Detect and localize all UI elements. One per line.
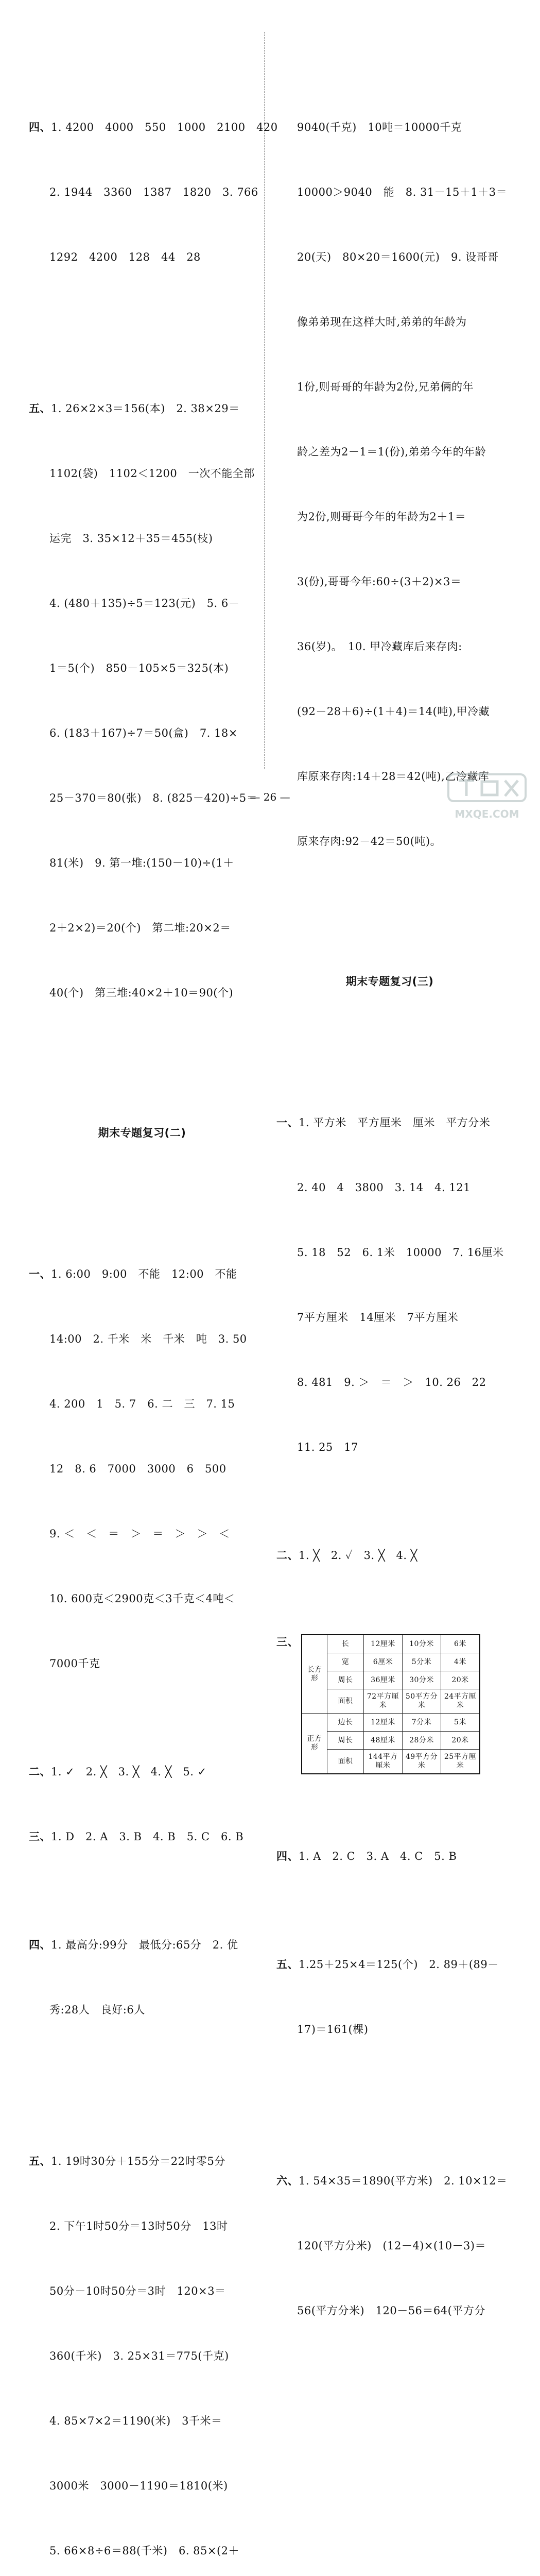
answer-line: 3000米 3000－1190＝1810(米) — [49, 2480, 228, 2492]
answer-line: 1292 4200 128 44 28 — [49, 251, 201, 263]
table-row — [302, 1714, 480, 1732]
answer-line: 1. 平方米 平方厘米 厘米 平方分米 — [299, 1116, 491, 1129]
answer-line: 1份,则哥哥的年龄为2份,兄弟俩的年 — [297, 381, 474, 393]
table-row — [302, 1689, 480, 1714]
answer-line: 9040(千克) 10吨＝10000千克 — [297, 121, 462, 133]
answer-line: 5. 66×8÷6＝88(千米) 6. 85×(2＋ — [49, 2545, 240, 2557]
value-cell: 7分米 — [403, 1714, 441, 1732]
answer-line: 20(天) 80×20＝1600(元) 9. 设哥哥 — [297, 251, 499, 263]
answer-line: 50分－10时50分＝3时 120×3＝ — [49, 2285, 226, 2297]
page-number: — 26 — — [250, 791, 290, 803]
value-cell: 49平方分米 — [403, 1750, 441, 1774]
answer-line: 1. 4200 4000 550 1000 2100 420 — [51, 121, 278, 133]
answer-line: 2. 1944 3360 1387 1820 3. 766 — [49, 186, 258, 198]
attr-cell: 面积 — [327, 1750, 364, 1774]
answer-line: 3(份),哥哥今年:60÷(3＋2)×3＝ — [297, 575, 462, 588]
s3-part-three-block — [276, 1631, 503, 1781]
answer-line: 7000千克 — [49, 1657, 100, 1670]
answer-line: 1. 19时30分＋155分＝22时零5分 — [51, 2155, 225, 2167]
s2-part-one-block — [29, 1220, 255, 1718]
value-cell: 24平方厘米 — [441, 1689, 480, 1714]
answer-line: 4. 85×7×2＝1190(米) 3千米＝ — [49, 2415, 222, 2427]
answer-line: 360(千米) 3. 25×31＝775(千克) — [49, 2350, 229, 2362]
section-title: 期末专题复习(三) — [345, 975, 434, 988]
value-cell: 12厘米 — [364, 1714, 403, 1732]
watermark-logo — [443, 770, 531, 822]
answer-line: 1. D 2. A 3. B 4. B 5. C 6. B — [51, 1831, 244, 1843]
answer-line: 7平方厘米 14厘米 7平方厘米 — [297, 1311, 459, 1324]
table-row — [302, 1653, 480, 1671]
answer-line: 5. 18 52 6. 1米 10000 7. 16厘米 — [297, 1246, 504, 1259]
attr-cell: 长 — [327, 1635, 364, 1653]
column-divider — [264, 32, 265, 769]
attr-cell: 宽 — [327, 1653, 364, 1671]
part-label: 二、 — [276, 1549, 299, 1562]
answer-line: 像弟弟现在这样大时,弟弟的年龄为 — [297, 316, 467, 328]
value-cell: 28分米 — [403, 1732, 441, 1750]
watermark-text: MXQE.COM — [455, 808, 519, 820]
table-row — [302, 1750, 480, 1774]
value-cell: 5分米 — [403, 1653, 441, 1671]
part-label: 五、 — [29, 2155, 51, 2167]
s3-part-five-block — [276, 1910, 503, 2083]
value-cell: 12厘米 — [364, 1635, 403, 1653]
answer-line: (92－28＋6)÷(1＋4)＝14(吨),甲冷藏 — [297, 705, 490, 718]
answer-line: 14:00 2. 千米 米 千米 吨 3. 50 — [49, 1333, 247, 1345]
answer-line: 原来存肉:92－42＝50(吨)。 — [297, 835, 442, 848]
answer-line: 4. (480＋135)÷5＝123(元) 5. 6－ — [49, 597, 240, 609]
answer-line: 1. 最高分:99分 最低分:65分 2. 优 — [51, 1939, 238, 1951]
answer-line: 10000＞9040 能 8. 31－15＋1＋3＝ — [297, 186, 508, 198]
answer-line: 6. (183＋167)÷7＝50(盒) 7. 18× — [49, 727, 238, 739]
value-cell: 36厘米 — [364, 1671, 403, 1689]
shape-label: 长方形 — [302, 1635, 327, 1714]
answer-line: 1. 6:00 9:00 不能 12:00 不能 — [51, 1268, 237, 1280]
answer-line: 秀:28人 良好:6人 — [49, 2004, 145, 2016]
part-five-block — [29, 354, 258, 1047]
answer-line: 2＋2×2)＝20(个) 第二堆:20×2＝ — [49, 922, 231, 934]
value-cell: 5米 — [441, 1714, 480, 1732]
answer-line: 1102(袋) 1102＜1200 一次不能全部 — [49, 467, 255, 480]
part-label: 四、 — [276, 1850, 299, 1862]
table-row — [302, 1732, 480, 1750]
answer-line: 运完 3. 35×12＋35＝455(枝) — [49, 532, 213, 545]
answer-line: 龄之差为2－1＝1(份),弟弟今年的年龄 — [297, 446, 486, 458]
answer-line: 1. ╳ 2. ✓ 3. ╳ 4. ╳ — [299, 1549, 417, 1562]
value-cell: 25平方厘米 — [441, 1750, 480, 1774]
section-title: 期末专题复习(二) — [98, 1127, 186, 1139]
answer-line: 25－370＝80(张) 8. (825－420)÷5＝ — [49, 792, 258, 804]
answer-line: 1＝5(个) 850－105×5＝325(本) — [49, 662, 229, 674]
value-cell: 4米 — [441, 1653, 480, 1671]
answer-line: 1. 26×2×3＝156(本) 2. 38×29＝ — [51, 402, 240, 415]
part-label: 四、 — [29, 1939, 51, 1951]
attr-cell: 边长 — [327, 1714, 364, 1732]
answer-line: 4. 200 1 5. 7 6. 二 三 7. 15 — [49, 1398, 235, 1410]
attr-cell: 周长 — [327, 1732, 364, 1750]
right-column — [276, 30, 508, 2386]
part-four-block — [29, 73, 278, 311]
part-label: 五、 — [29, 402, 51, 415]
part-label: 五、 — [276, 1958, 299, 1971]
s3-part-six-block — [276, 2127, 508, 2365]
answer-line: 1. 54×35＝1890(平方米) 2. 10×12＝ — [299, 2175, 508, 2187]
table-row — [302, 1671, 480, 1689]
answer-line: 1. A 2. C 3. A 4. C 5. B — [299, 1850, 457, 1862]
shape-measurement-table — [301, 1634, 480, 1774]
answer-line: 12 8. 6 7000 3000 6 500 — [49, 1463, 227, 1475]
value-cell: 20米 — [441, 1732, 480, 1750]
value-cell: 10分米 — [403, 1635, 441, 1653]
answer-line: 17)＝161(棵) — [297, 2023, 369, 2036]
value-cell: 30分米 — [403, 1671, 441, 1689]
answer-line: 81(米) 9. 第一堆:(150－10)÷(1＋ — [49, 857, 234, 869]
attr-cell: 周长 — [327, 1671, 364, 1689]
answer-line: 2. 下午1时50分＝13时50分 13时 — [49, 2220, 228, 2232]
answer-line: 120(平方分米) (12－4)×(10－3)＝ — [297, 2240, 486, 2252]
s3-part-one-block — [276, 1069, 503, 1501]
part-label: 三、 — [29, 1831, 51, 1843]
answer-line: 1.25＋25×4＝125(个) 2. 89＋(89－ — [299, 1958, 499, 1971]
part-label: 六、 — [276, 2175, 299, 2187]
answer-line: 1. ✓ 2. ╳ 3. ╳ 4. ╳ 5. ✓ — [51, 1766, 207, 1778]
answer-line: 库原来存肉:14＋28＝42(吨),乙冷藏库 — [297, 770, 490, 783]
value-cell: 48厘米 — [364, 1732, 403, 1750]
answer-line: 11. 25 17 — [297, 1441, 359, 1453]
value-cell: 20米 — [441, 1671, 480, 1689]
answer-line: 40(个) 第三堆:40×2＋10＝90(个) — [49, 987, 234, 999]
answer-line: 9. ＜ ＜ ＝ ＞ ＝ ＞ ＞ ＜ — [49, 1528, 230, 1540]
value-cell: 50平方分米 — [403, 1689, 441, 1714]
answer-line: 8. 481 9. ＞ ＝ ＞ 10. 26 22 — [297, 1376, 486, 1388]
answer-line: 56(平方分米) 120－56＝64(平方分 — [297, 2304, 485, 2317]
answer-line: 36(岁)。 10. 甲冷藏库后来存肉: — [297, 640, 462, 653]
answer-line: 10. 600克＜2900克＜3千克＜4吨＜ — [49, 1592, 235, 1605]
value-cell: 72平方厘米 — [364, 1689, 403, 1714]
s2-part-five-block — [29, 2107, 255, 2576]
table-row — [302, 1635, 480, 1653]
left-column — [29, 30, 278, 2576]
answer-line: 2. 40 4 3800 3. 14 4. 121 — [297, 1181, 471, 1194]
part-label: 一、 — [276, 1116, 299, 1129]
part-label: 四、 — [29, 121, 51, 133]
s2-part-four-block — [29, 1891, 255, 2064]
attr-cell: 面积 — [327, 1689, 364, 1714]
value-cell: 144平方厘米 — [364, 1750, 403, 1774]
part-label: 二、 — [29, 1766, 51, 1778]
answer-line: 为2份,则哥哥今年的年龄为2＋1＝ — [297, 511, 466, 523]
part-label: 三、 — [276, 1636, 299, 1648]
value-cell: 6厘米 — [364, 1653, 403, 1671]
shape-label: 正方形 — [302, 1714, 327, 1774]
part-label: 一、 — [29, 1268, 51, 1280]
value-cell: 6米 — [441, 1635, 480, 1653]
